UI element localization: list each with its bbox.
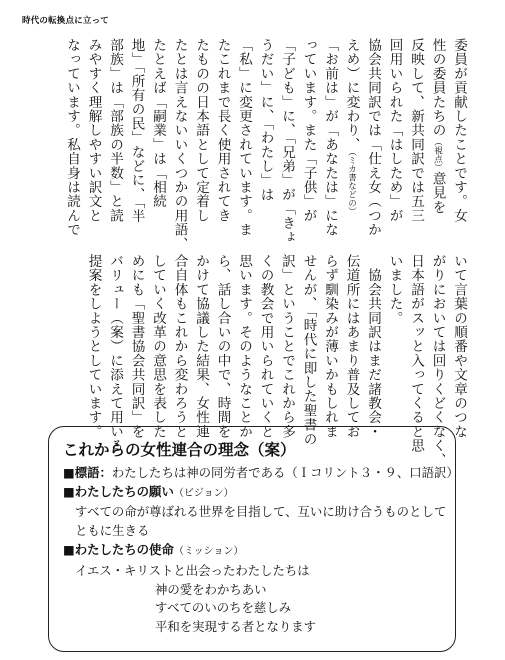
motto-line xyxy=(63,464,459,483)
mission-line-2: 神の愛をわかちあい xyxy=(155,581,267,597)
upper-column-segment: （ミカ書などの） xyxy=(346,151,357,216)
motto-text: わたしたちは神の同労者である（Ｉコリント３・９、口語訳） xyxy=(111,464,459,480)
lower-column-segment: せんが、「時代に即した聖書の xyxy=(300,254,317,446)
lower-column xyxy=(405,254,427,453)
mission-line-4: 平和を実現する者となります xyxy=(155,619,317,635)
vision-line-1: すべての命が尊ばれる世界を目指して、互いに助け合うものとして xyxy=(75,504,447,520)
lower-column-segment: 思います。そのようなことか xyxy=(236,254,252,439)
upper-column xyxy=(190,38,212,238)
upper-column xyxy=(211,38,233,238)
lower-column xyxy=(340,254,362,439)
upper-column-segment: 「お前は」が「あなたは」にな xyxy=(322,38,338,237)
vision-heading xyxy=(63,483,443,504)
lower-column xyxy=(125,254,147,439)
upper-column xyxy=(426,38,448,238)
lower-column xyxy=(82,254,104,439)
upper-column xyxy=(276,38,298,245)
upper-column-segment: たとえば「嗣業」は「相続 xyxy=(150,38,166,209)
lower-column xyxy=(426,254,448,467)
lower-column-segment: していく改革の意思を表した xyxy=(150,254,166,439)
lower-column xyxy=(168,254,190,439)
upper-column xyxy=(405,38,427,238)
upper-column-segment: なっています。私自身は読んで xyxy=(64,38,80,237)
upper-column xyxy=(82,38,104,238)
lower-column-segment: 協会共同訳はまだ諸教会・ xyxy=(365,254,381,439)
upper-column xyxy=(383,38,405,238)
lower-column-segment: いました。 xyxy=(386,254,403,325)
upper-column-segment: みやすく理解しやすい訳文と xyxy=(85,38,102,223)
upper-column xyxy=(254,38,276,238)
upper-vertical-text xyxy=(61,38,470,251)
lower-column xyxy=(233,254,255,439)
upper-column-segment: えめ） xyxy=(343,38,360,81)
upper-column xyxy=(233,38,255,238)
upper-column-segment: に変わり、 xyxy=(343,80,360,152)
upper-column-segment: 性の委員たちの xyxy=(429,38,446,138)
lower-column-segment: 伝道所にはあまり普及してお xyxy=(343,254,360,439)
upper-column-segment: 部族」は「部族の半数」と読 xyxy=(107,38,123,223)
upper-column xyxy=(147,38,169,238)
lower-column xyxy=(319,254,341,439)
lower-column xyxy=(190,254,212,439)
mission-line-1: イエス・キリストと出会ったわたしたちは xyxy=(75,562,310,578)
upper-column-segment: 「子ども」に、「兄弟」が「きょ xyxy=(279,38,295,245)
mission-label: ■わたしたちの使命 xyxy=(63,541,174,557)
upper-column-segment: たとは言えないいくつかの用語、 xyxy=(171,38,188,251)
lower-column-segment: いて言葉の順番や文章のつな xyxy=(451,254,467,439)
lower-column xyxy=(297,254,319,446)
box-title: これからの女性連合の理念（案） xyxy=(63,441,296,459)
lower-column-segment: がりにおいては回りくどくなく、 xyxy=(429,254,446,467)
upper-column xyxy=(448,38,470,238)
upper-column-segment: 地」「所有の民」などに、「半 xyxy=(128,38,145,224)
vision-line-2: ともに生きる xyxy=(75,523,150,539)
lower-column-segment: 日本語がスッと入ってくると思 xyxy=(408,254,424,453)
vision-label: ■わたしたちの願い xyxy=(63,483,174,499)
upper-column-segment: っています。また「子供」が xyxy=(300,38,317,223)
lower-column-segment: らず馴染みが薄いかもしれま xyxy=(322,254,338,439)
upper-column-segment: 回用いられた「はしため」が xyxy=(386,38,403,223)
upper-column xyxy=(297,38,319,238)
upper-column xyxy=(61,38,83,238)
lower-column xyxy=(448,254,470,439)
upper-column-segment: たものの日本語として定着し xyxy=(193,38,209,223)
lower-column-segment: 提案をしようとしています。 xyxy=(85,254,102,439)
page-header: 時代の転換点に立って xyxy=(22,16,110,26)
upper-column-segment: 反映して、新共同訳では五三 xyxy=(408,38,424,223)
lower-column xyxy=(147,254,169,439)
lower-column-segment: 訳」ということでこれから多 xyxy=(279,254,295,439)
lower-column xyxy=(254,254,276,439)
upper-column-segment: 意見を xyxy=(429,171,446,215)
upper-column xyxy=(168,38,190,251)
upper-column xyxy=(104,38,126,238)
lower-column-segment: かけて協議した結果、女性連 xyxy=(193,254,209,439)
upper-column-segment: （視点） xyxy=(432,137,443,172)
lower-column-segment: くの教会で用いられていくと xyxy=(257,254,274,439)
lower-column-segment: バリュー（案）に添えて用いる xyxy=(107,254,123,453)
upper-column-segment: 委員が貢献したことです。女 xyxy=(451,38,467,223)
lower-column xyxy=(211,254,233,439)
lower-column xyxy=(362,254,384,439)
lower-column xyxy=(104,254,126,453)
lower-column-segment: めにも「聖書協会共同訳」を xyxy=(128,254,145,439)
upper-column-segment: （つか xyxy=(365,194,381,237)
mission-line-3: すべてのいのちを慈しみ xyxy=(155,600,292,616)
mission-tag: （ミッション） xyxy=(173,545,244,557)
lower-column-segment: 合自体もこれから変わろうと xyxy=(171,254,188,439)
upper-column xyxy=(362,38,384,238)
upper-column xyxy=(125,38,147,238)
upper-column-segment: たこれまで長く使用されてき xyxy=(214,38,231,223)
upper-column-segment: うだい」に、「わたし」は xyxy=(257,38,274,202)
upper-column xyxy=(340,38,362,238)
lower-column xyxy=(383,254,405,404)
lower-column xyxy=(276,254,298,439)
upper-column-segment: 「私」に変更されています。ま xyxy=(236,38,252,237)
lower-column-segment: ら、話し合いの中で、時間を xyxy=(214,254,231,439)
mission-heading xyxy=(63,541,443,562)
upper-column xyxy=(319,38,341,238)
upper-column-segment: 協会共同訳では「仕え女 xyxy=(365,38,381,195)
motto-label: ■標語： xyxy=(63,464,112,480)
vision-tag: （ビジョン） xyxy=(173,487,234,499)
principles-box xyxy=(48,426,459,652)
